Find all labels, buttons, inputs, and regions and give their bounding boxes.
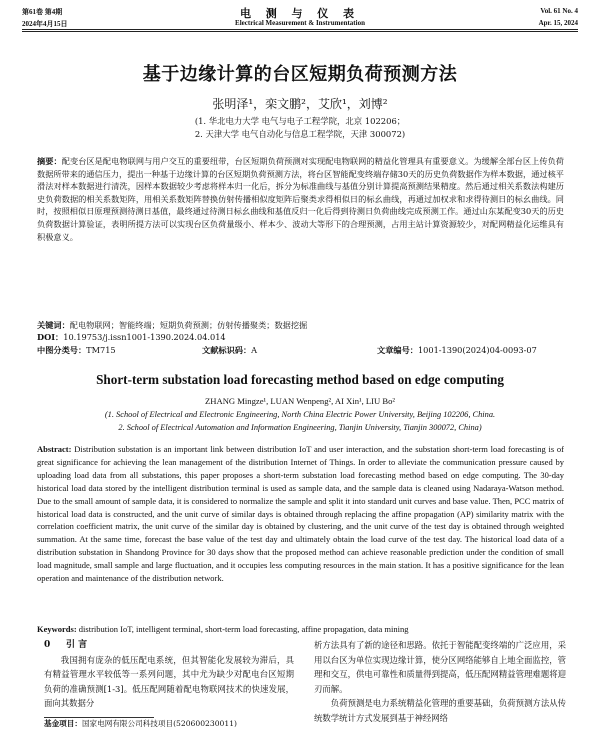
abstract-zh-label: 摘要： — [37, 156, 62, 166]
doi — [37, 332, 564, 343]
journal-name-en: Electrical Measurement & Instrumentation — [235, 19, 365, 27]
article-number-label: 文章编号： — [377, 345, 418, 355]
keywords-zh — [37, 319, 564, 332]
intro-paragraph-2: 负荷预测是电力系统精益化管理的重要基础，负荷预测方法从传统数学统计方式发展到基于神经网络 — [314, 698, 566, 723]
doi-label: DOI： — [37, 332, 64, 342]
journal-volume-en: Vol. 61 No. 4 — [540, 7, 578, 15]
document-code-value: A — [251, 345, 258, 355]
abstract-en — [37, 443, 564, 585]
abstract-en-text: Distribution substation is an important link between distribution IoT and user interaction, and the substation short-term load forecasting is of great significance for achieving the lean management of the distribution Internet of Things. In order to alleviate the communication pressure caused by uploading load data from all substations, this paper proposes a short-term substation load forecasting method based on edge computing. The 30-day historical load data stored by the intelligent distribution terminal is used as sample data, and the sample data is cleaned using Nadaraya-Watson method. Due to the small amount of sample data, it is considered to normalize the sample and split it into standard unit curves and base value. Then, PCC matrix of historical load data is constructed, and the unit curve of similar days is obtained through replacing the affine propagation (AP) similarity matrix with the correlation coefficient matrix, the unit curve of the similar day is obtained by clustering, and the unit curve of the test day is obtained through weighted summation. At the same time, forecast the base value of the test day and ultimately obtain the load curve of the test day. The historical load data of a distribution substation in Shandong Province for 30 days show that the proposed method can achieve reasonable prediction under the condition of small load magnitude, small sample and large fluctuation, and it occupies less computing resources in the main station. It has a positive significance for the lean operation and maintenance of the distribution network. — [37, 444, 565, 584]
funding-label: 基金项目： — [44, 719, 82, 728]
journal-volume: 第61卷 第4期 — [22, 8, 63, 16]
clc-label: 中图分类号： — [37, 345, 87, 355]
intro-paragraph-1-cont: 析方法具有了新的途径和思路。依托于智能配变终端的广泛应用，采用以台区为单位实现边缘计算，使分区网络能够自上地全面监控，管理和交互，供电可靠性和质量得到提高，低压配网精益管理难题将迎刃而解。 — [314, 640, 566, 694]
section-number: 0 — [44, 640, 51, 650]
clc-value: TM715 — [86, 345, 116, 355]
article-number-value: 1001-1390(2024)04-0093-07 — [417, 345, 537, 355]
journal-date: 2024年4月15日 — [22, 20, 68, 28]
section-title: 引 言 — [66, 640, 88, 650]
section-heading — [44, 638, 294, 653]
authors-zh: 张明泽¹，栾文鹏²，艾欣¹，刘博² — [212, 97, 388, 111]
intro-paragraph-1: 我国拥有庞杂的低压配电系统，但其智能化发展较为滞后，具有精益管理水平较低等一系列问题，其中尤为缺少对配电台区短期负荷的准确预测[1-3]。低压配网随着配电物联网技术的快速发展，面向其数据分 — [44, 654, 294, 709]
keywords-en-label: Keywords: — [37, 624, 77, 634]
paper-title-en: Short-term substation load forecasting method based on edge computing — [96, 372, 504, 387]
doi-value: 10.19753/j.issn1001-1390.2024.04.014 — [63, 332, 226, 342]
clc-number — [37, 345, 116, 356]
keywords-zh-text: 配电物联网；智能终端；短期负荷预测；仿射传播聚类；数据挖掘 — [69, 320, 308, 330]
journal-date-en: Apr. 15, 2024 — [538, 19, 578, 27]
affiliation-zh-1: (1. 华北电力大学 电气与电子工程学院，北京 102206； — [194, 116, 406, 126]
document-code-label: 文献标识码： — [202, 345, 252, 355]
affiliation-en-1: (1. School of Electrical and Electronic Engineering, North China Electric Power University, Beijing 102206, China. — [104, 410, 496, 419]
funding-footnote — [44, 718, 237, 729]
keywords-en-text: distribution IoT, intelligent terminal, short-term load forecasting, affine propagation, data mining — [78, 624, 409, 634]
funding-text: 国家电网有限公司科技项目(520600230011) — [81, 719, 237, 728]
journal-name-zh: 电 测 与 仪 表 — [240, 8, 360, 20]
keywords-zh-label: 关键词： — [37, 320, 70, 330]
abstract-zh-text: 配变台区是配电物联网与用户交互的重要纽带，台区短期负荷预测对实现配电物联网的精益化管理具有重要意义。为缓解全部台区上传负荷数据所带来的通信压力，提出一种基于边缘计算的台区短期负荷预测方法，将台区智能配变终端存储30天的历史负荷数据作为样本数据，通过核平滑法对样本数据进行清洗，因样本数据较少考虑将样本归一化后，拆分为标准曲线与基值分别计算提高预测结果精度。然后通过相关系数法构建历史负荷数据的相关系数矩阵，用相关系数矩阵替换仿射传播相似度矩阵后聚类求得相似日的标幺曲线，再通过加权求和求得待测日的标幺曲线。同时，按照相似日原理预测待测日基值，最终通过待测日标幺曲线和基值反归一化后得到待测日负荷曲线完成预测工作。通过山东某配变30天的历史负荷数据计算验证，表明所提方法可以实现台区负荷量级小、样本少、波动大等形下的合理预测，占用主站计算资源较少，对配网精益化运维具有积极意义。 — [37, 156, 564, 242]
keywords-en — [37, 623, 564, 635]
affiliation-zh-2: 2. 天津大学 电气自动化与信息工程学院，天津 300072) — [194, 129, 406, 139]
header-rule-2 — [22, 31, 578, 32]
article-number — [377, 345, 537, 356]
body-column-left — [44, 638, 294, 711]
paper-title-zh: 基于边缘计算的台区短期负荷预测方法 — [142, 64, 458, 85]
authors-en: ZHANG Mingze¹, LUAN Wenpeng², AI Xin¹, LIU Bo² — [205, 396, 395, 406]
header-rule — [22, 29, 578, 30]
affiliation-en-2: 2. School of Electrical Automation and Information Engineering, Tianjin University, Tianjin 300072, China) — [118, 423, 482, 432]
body-column-right — [314, 638, 566, 726]
abstract-en-label: Abstract: — [37, 444, 72, 454]
abstract-zh — [37, 155, 564, 243]
document-code — [202, 345, 258, 356]
